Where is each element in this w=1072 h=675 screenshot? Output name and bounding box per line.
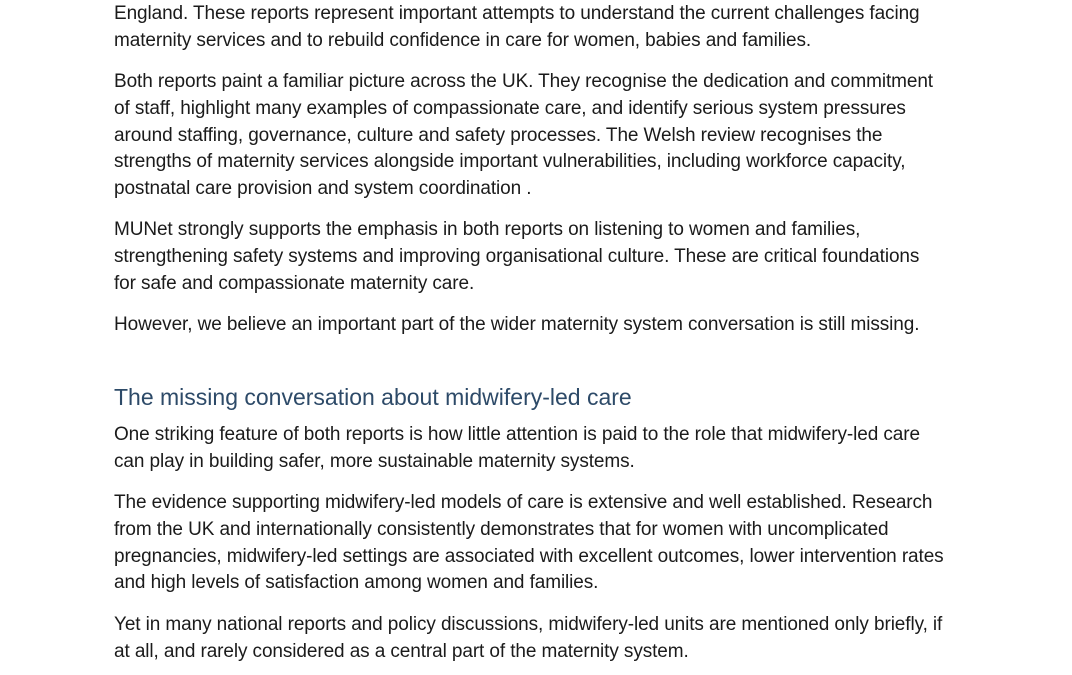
paragraph-reports-picture: Both reports paint a familiar picture across the UK. They recognise the dedication and commitment of staff, highlight many examples of compassionate care, and identify serious system pressures around staffing, governance, culture and safety processes. The Welsh review recognises the strengths of maternity services alongside important vulnerabilities, including workforce capacity, postnatal care provision and system coordination . <box>114 71 933 200</box>
paragraph-intro-continued: England. These reports represent important attempts to understand the current challenges facing maternity services and to rebuild confidence in care for women, babies and families. <box>114 3 920 51</box>
section-heading: The missing conversation about midwifery-led care <box>114 384 632 410</box>
paragraph-missing-part: However, we believe an important part of the wider maternity system conversation is still missing. <box>114 314 920 335</box>
paragraph-munet-support: MUNet strongly supports the emphasis in both reports on listening to women and families, strengthening safety systems and improving organisational culture. These are critical foundations for safe and compassionate maternity care. <box>114 219 920 294</box>
paragraph-evidence: The evidence supporting midwifery-led models of care is extensive and well established. Research from the UK and internationally consistently demonstrates that for women with uncomplicated pregnancies, midwifery-led settings are associated with excellent outcomes, lower intervention rates and high levels of satisfaction among women and families. <box>114 492 944 594</box>
paragraph-policy-discussions: Yet in many national reports and policy discussions, midwifery-led units are mentioned only briefly, if at all, and rarely considered as a central part of the maternity system. <box>114 614 943 662</box>
paragraph-striking-feature: One striking feature of both reports is how little attention is paid to the role that midwifery-led care can play in building safer, more sustainable maternity systems. <box>114 424 920 472</box>
